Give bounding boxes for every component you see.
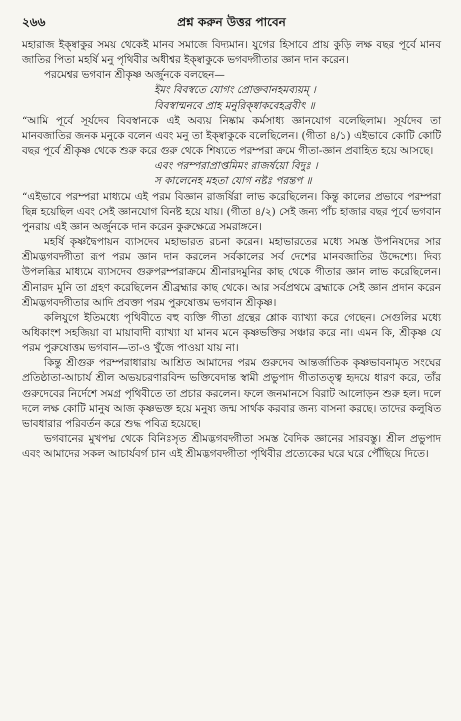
paragraph: ভগবানের মুখপদ্ম থেকে বিনিঃসৃত শ্রীমদ্ভগবদ্গীতা সমস্ত বৈদিক জ্ঞানের সারবস্তু। শ্রীল প্রভুপাদ এবং আমাদের সকল আচার্যবর্গ চান এই শ্রীমদ্ভগবদ্গীতা পৃথিবীর প্রত্যেকের ঘরে ঘরে পৌঁছিয়ে দিতে। bbox=[22, 433, 441, 461]
paragraph: মহর্ষি কৃষ্ণদ্বৈপায়ন ব্যাসদেব মহাভারত রচনা করেন। মহাভারতের মধ্যে সমস্ত উপনিষদের সার শ্রীমদ্ভগবদ্গীতা রূপ পরম জ্ঞান দান করলেন সর্বকালের সর্ব দেশের মানবজাতির উদ্দেশ্যে। দিব্য উপলব্ধির মাধ্যমে ব্যাসদেব গুরুপরম্পরাক্রমে শ্রীনারদমুনির কাছ থেকে গীতার জ্ঞান লাভ করেছিলেন। শ্রীনারদ মুনি তা গ্রহণ করেছিলেন শ্রীব্রহ্মার কাছ থেকে। আর সর্বপ্রথমে ব্রহ্মাকে সেই জ্ঞান প্রদান করেন শ্রীমদ্ভগবদ্গীতার আদি প্রবক্তা পরম পুরুষোত্তম ভগবান শ্রীকৃষ্ণ। bbox=[22, 236, 441, 309]
paragraph: কলিযুগে ইতিমধ্যে পৃথিবীতে বহু ব্যক্তি গীতা গ্রন্থের শ্লোক ব্যাখ্যা করে গেছেন। সেগুলির মধ্যে অধিকাংশ সহজিয়া বা মায়াবাদী ব্যাখ্যা যা মানব মনে কৃষ্ণভক্তির সঞ্চার করে না। এমন কি, শ্রীকৃষ্ণ যে পরম পুরুষোত্তম ভগবান—তা-ও খুঁজে পাওয়া যায় না। bbox=[22, 311, 441, 355]
sanskrit-verse-line: এবং পরম্পরাপ্রাপ্তমিমং রাজর্ষয়ো বিদুঃ । bbox=[154, 160, 318, 173]
paragraph: “এইভাবে পরম্পরা মাধ্যমে এই পরম বিজ্ঞান রাজর্ষিরা লাভ করেছিলেন। কিন্তু কালের প্রভাবে পরম্পরা ছিন্ন হয়েছিল এবং সেই জ্ঞানযোগ বিনষ্ট হয়ে যায়। (গীতা ৪/২) সেই জন্য পাঁচ হাজার বছর পূর্বে ভগবান পুনরায় এই জ্ঞান অর্জুনকে দান করেন কুরুক্ষেত্রে সমরাঙ্গনে। bbox=[22, 190, 441, 233]
sanskrit-verse-line: ইমং বিবস্বতে যোগং প্রোক্তবানহমব্যয়ম্ । bbox=[154, 84, 316, 97]
paragraph: পরমেশ্বর ভগবান শ্রীকৃষ্ণ অর্জুনকে বলছেন— bbox=[44, 69, 225, 82]
paragraph: “আমি পূর্বে সূর্যদেব বিবস্বানকে এই অব্যয় নিষ্কাম কর্মসাধ্য জ্ঞানযোগ বলেছিলাম। সূর্যদেব তা মানবজাতির জনক মনুকে বলেন এবং মনু তা ইক্ষ্বাকুকে বলেছিলেন। (গীতা ৪/১) এইভাবে কোটি কোটি বছর পূর্বে শ্রীকৃষ্ণ থেকে শুরু করে গুরু থেকে শিষ্যতে পরম্পরা ক্রমে গীতা-জ্ঞান প্রবাহিত হয়ে আসছে। bbox=[22, 114, 441, 158]
paragraph: কিন্তু শ্রীগুরু পরম্পরাধারায় আশ্রিত আমাদের পরম গুরুদেব আন্তর্জাতিক কৃষ্ণভাবনামৃত সংঘের প্রতিষ্ঠাতা-আচার্য শ্রীল অভয়চরণারবিন্দ ভক্তিবেদান্ত স্বামী প্রভুপাদ গীতাতত্ত্ব হৃদয়ে ধারণ করে, তাঁর গুরুদেবের নির্দেশে সমগ্র পৃথিবীতে তা প্রচার করলেন। ফলে জনমানসে বিরাট আলোড়ন শুরু হল। দলে দলে লক্ষ কোটি মানুষ আজ কৃষ্ণভক্ত হয়ে মনুষ্য জন্ম সার্থক করবার জন্য বাসনা করছে। তাদের কলুষিত ভাবধারার পরিবর্তন করে শুদ্ধ পবিত্র হয়েছে। bbox=[22, 357, 441, 430]
sanskrit-verse-line: বিবস্বান্মনবে প্রাহ মনুরিক্ষ্বাকবেহব্রবীৎ ॥ bbox=[154, 99, 315, 112]
page-number: ২৬৬ bbox=[22, 15, 46, 29]
body-text bbox=[22, 38, 441, 462]
sanskrit-verse-line: স কালেনেহ মহতা যোগ নষ্টঃ পরন্তপ ॥ bbox=[154, 175, 312, 188]
paragraph: মহারাজ ইক্ষ্বাকুর সময় থেকেই মানব সমাজে বিদ্যমান। যুগের হিসাবে প্রায় কুড়ি লক্ষ বছর পূর্বে মানব জাতির পিতা মহর্ষি মনু পৃথিবীর অধীশ্বর ইক্ষ্বাকুকে ভগবদ্গীতার জ্ঞান দান করেন। bbox=[22, 39, 441, 67]
page-header bbox=[22, 14, 441, 38]
running-title: প্রশ্ন করুন উত্তর পাবেন bbox=[177, 15, 286, 29]
